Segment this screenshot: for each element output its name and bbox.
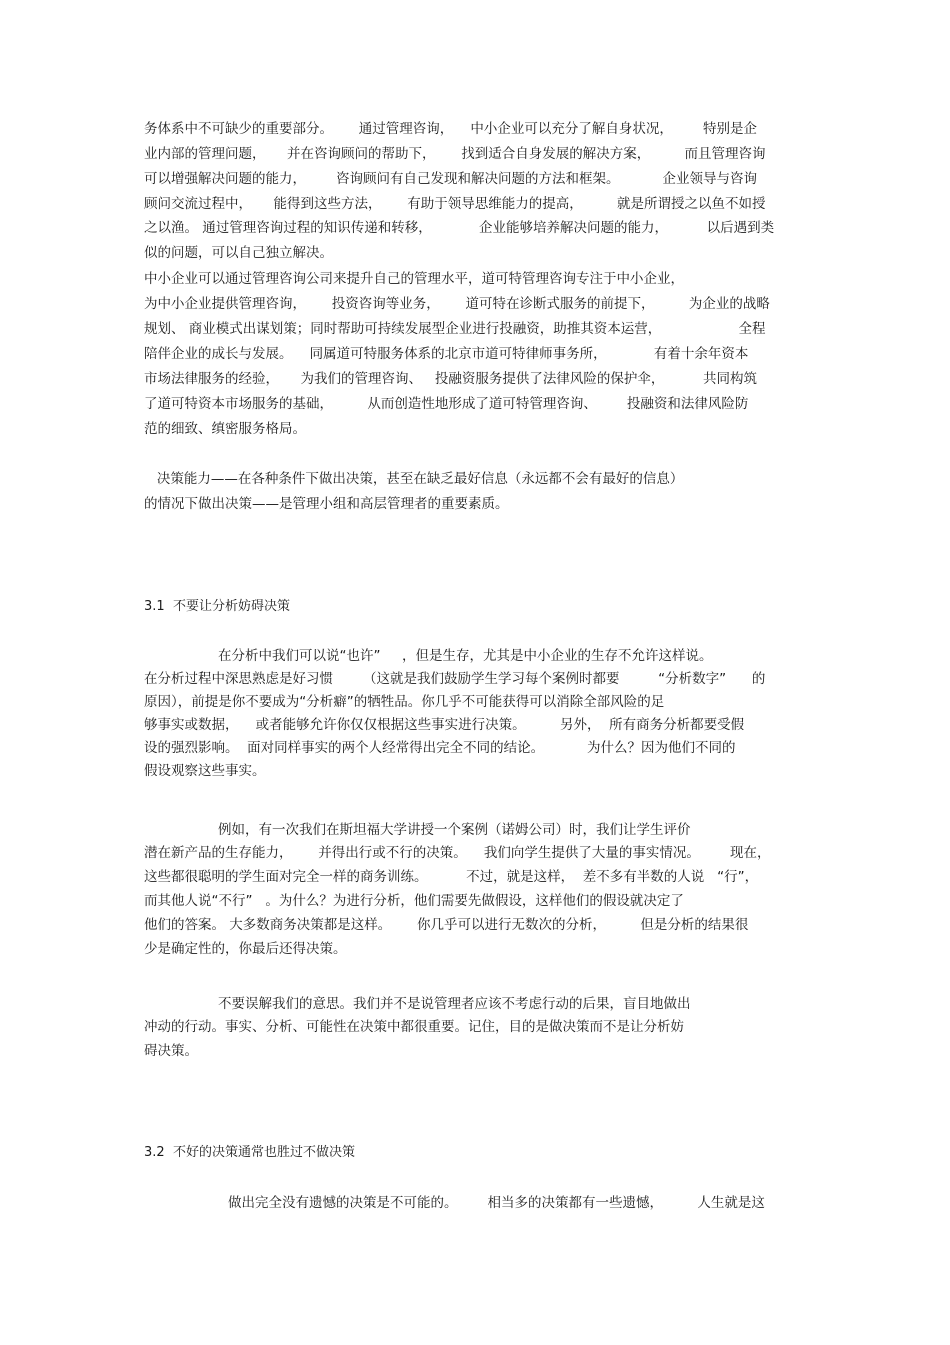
text-line: 务体系中不可缺少的重要部分。 通过管理咨询， 中小企业可以充分了解自身状况， 特别是企 bbox=[144, 121, 757, 137]
text-line: 不要误解我们的意思。我们并不是说管理者应该不考虑行动的后果，盲目地做出 bbox=[218, 996, 691, 1012]
text-line: 原因），前提是你不要成为“分析癖”的牺牲品。你几乎不可能获得可以消除全部风险的足 bbox=[144, 694, 665, 710]
text-line: 碍决策。 bbox=[144, 1043, 198, 1059]
text-line: 的情况下做出决策——是管理小组和高层管理者的重要素质。 bbox=[144, 496, 509, 512]
text-line: 假设观察这些事实。 bbox=[144, 763, 266, 779]
text-line: 例如，有一次我们在斯坦福大学讲授一个案例（诺姆公司）时，我们让学生评价 bbox=[218, 822, 691, 838]
text-line: 在分析中我们可以说“也许” ，但是生存，尤其是中小企业的生存不允许这样说。 bbox=[218, 648, 713, 664]
text-line: 少是确定性的，你最后还得决策。 bbox=[144, 941, 347, 957]
text-line: 市场法律服务的经验， 为我们的管理咨询、 投融资服务提供了法律风险的保护伞， 共同构筑 bbox=[144, 371, 757, 387]
text-line: 了道可特资本市场服务的基础， 从而创造性地形成了道可特管理咨询、 投融资和法律风险防 bbox=[144, 396, 749, 412]
text-line: 冲动的行动。事实、分析、可能性在决策中都很重要。记住，目的是做决策而不是让分析妨 bbox=[144, 1019, 684, 1035]
text-line: 潜在新产品的生存能力， 并得出行或不行的决策。 我们向学生提供了大量的事实情况。 现在， bbox=[144, 845, 771, 861]
text-line: 范的细致、缜密服务格局。 bbox=[144, 421, 306, 437]
text-line: 之以渔。 通过管理咨询过程的知识传递和转移， 企业能够培养解决问题的能力， 以后遇到类 bbox=[144, 220, 775, 236]
text-line: 业内部的管理问题， 并在咨询顾问的帮助下， 找到适合自身发展的解决方案， 而且管理咨询 bbox=[144, 146, 766, 162]
text-line: 做出完全没有遗憾的决策是不可能的。 相当多的决策都有一些遗憾， 人生就是这 bbox=[228, 1195, 765, 1211]
text-line: 而其他人说“不行” 。为什么？为进行分析，他们需要先做假设，这样他们的假设就决定了 bbox=[144, 893, 684, 909]
text-line: 陪伴企业的成长与发展。 同属道可特服务体系的北京市道可特律师事务所， 有着十余年资本 bbox=[144, 346, 749, 362]
text-line: 他们的答案。 大多数商务决策都是这样。 你几乎可以进行无数次的分析， 但是分析的结果很 bbox=[144, 917, 749, 933]
text-line: 似的问题，可以自己独立解决。 bbox=[144, 245, 333, 261]
text-line: 规划、 商业模式出谋划策；同时帮助可持续发展型企业进行投融资，助推其资本运营， 全程 bbox=[144, 321, 766, 337]
text-line: 决策能力——在各种条件下做出决策，甚至在缺乏最好信息（永远都不会有最好的信息） bbox=[144, 471, 684, 487]
text-line: 顾问交流过程中， 能得到这些方法， 有助于领导思维能力的提高， 就是所谓授之以鱼不如授 bbox=[144, 196, 766, 212]
section-heading: 3.2 不好的决策通常也胜过不做决策 bbox=[144, 1145, 355, 1160]
text-line: 为中小企业提供管理咨询， 投资咨询等业务， 道可特在诊断式服务的前提下， 为企业的战略 bbox=[144, 296, 770, 312]
text-line: 在分析过程中深思熟虑是好习惯 （这就是我们鼓励学生学习每个案例时都要 “分析数字” 的 bbox=[144, 671, 766, 687]
text-line: 可以增强解决问题的能力， 咨询顾问有自己发现和解决问题的方法和框架。 企业领导与咨询 bbox=[144, 171, 757, 187]
text-line: 这些都很聪明的学生面对完全一样的商务训练。 不过，就是这样， 差不多有半数的人说 “行”， bbox=[144, 869, 759, 885]
section-heading: 3.1 不要让分析妨碍决策 bbox=[144, 599, 290, 614]
text-line: 够事实或数据， 或者能够允许你仅仅根据这些事实进行决策。 另外， 所有商务分析都要受假 bbox=[144, 717, 745, 733]
text-line: 中小企业可以通过管理咨询公司来提升自己的管理水平，道可特管理咨询专注于中小企业， bbox=[144, 271, 684, 287]
text-line: 设的强烈影响。 面对同样事实的两个人经常得出完全不同的结论。 为什么？因为他们不同的 bbox=[144, 740, 736, 756]
